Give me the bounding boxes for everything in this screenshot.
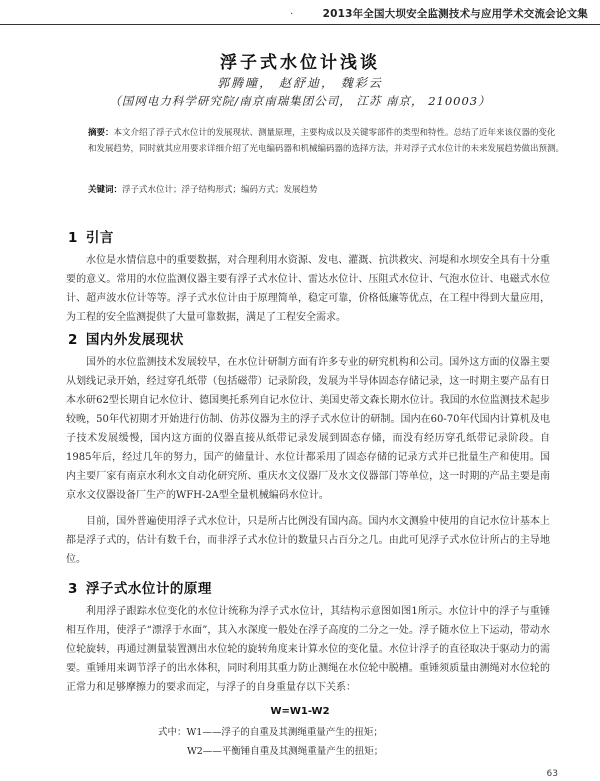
section-title: 国内外发展现状 — [85, 332, 184, 348]
paragraph: 利用浮子跟踪水位变化的水位计统称为浮子式水位计，其结构示意图如图1所示。水位计中的浮子与重锤相互作用，使浮子“漂浮于水面”，其入水深度一般处在浮子高度的二分之一处。浮子随水位上下运动，带动水位轮旋转，再通过测量装置测出水位轮的旋转角度来计算水位的变化量。水位计浮子的直径取决于驱动力的需要。重锤用来调节浮子的出水体积，同时利用其重力防止测绳在水位轮中脱槽。重锤须质量由测绳对水位轮的正常力和足够摩擦力的要求而定，与浮子的自身重量存以下关系： — [66, 606, 550, 693]
section-heading-2 — [68, 328, 184, 348]
keywords-label: 关键词： — [88, 185, 123, 195]
formula-term: W2——平衡锤自重及其测绳重量产生的扭矩； — [187, 746, 384, 757]
header-mark: . — [290, 6, 294, 17]
abstract-label: 摘要： — [88, 128, 114, 138]
formula-where-label: 式中： — [158, 727, 187, 738]
abstract — [88, 125, 564, 157]
paper-title: 浮子式水位计浅谈 — [220, 53, 380, 73]
section-number: 1 — [68, 230, 78, 246]
keywords-text: 浮子式水位计；浮子结构形式；编码方式；发展趋势 — [122, 185, 318, 195]
formula-term: W1——浮子的自重及其测绳重量产生的扭矩； — [186, 727, 383, 738]
paper-authors: 郭腾曈， 赵舒迪， 魏彩云 — [217, 76, 383, 90]
formula-equation: W=W1-W2 — [270, 706, 330, 717]
paragraph: 国外的水位监测技术发展较早，在水位计研制方面有许多专业的研究机构和公司。国外这方面的仪器主要从划线记录开始，经过穿孔纸带（包括磁带）记录阶段，发展为半导体固态存储记录，这一时期主要产品有日本水研62型长期自记水位计、德国奥托系列自记水位计、美国史蒂文森长期水位计。我国的水位监测技术起步较晚，50年代初期才开始进行仿制、仿苏仪器为主的浮子式水位计的研制。国内在60-70年代国内计算机及电子技术发展缓慢，国内这方面的仪器直接从纸带记录发展到固态存储，而没有经历穿孔纸带记录阶段。自1985年后，经过几年的努力，国产的储量计、水位计都采用了固态存储的记录方式并已批量生产和使用。国内主要厂家有南京水利水文自动化研究所、重庆水文仪器厂及水文仪器部门等单位，这一时期的产品主要是南京水文仪器设备厂生产的WFH-2A型全量机械编码水位计。 — [66, 357, 550, 501]
running-head: 2013年全国大坝安全监测技术与应用学术交流会论文集 — [322, 8, 588, 20]
page-number: 63 — [546, 769, 558, 779]
header-rule — [0, 24, 600, 25]
keywords — [88, 182, 564, 198]
section-heading-1 — [68, 226, 114, 246]
section-number: 3 — [68, 581, 78, 597]
formula-where — [158, 724, 383, 738]
section-title: 引言 — [85, 230, 114, 246]
abstract-text: 本文介绍了浮子式水位计的发展现状、测量原理，主要构成以及关键零部件的类型和特性。总结了近年来该仪器的变化和发展趋势，同时就其应用要求详细介绍了光电编码器和机械编码器的选择方法，并对浮子式水位计的未来发展趋势做出预测。 — [88, 128, 565, 154]
section-heading-3 — [68, 577, 212, 597]
paper-affiliation: （国网电力科学研究院/南京南瑞集团公司， 江苏 南京， 210003） — [109, 94, 491, 108]
paragraph: 水位是水情信息中的重要数据，对合理利用水资源、发电、灌溉、抗洪救灾、河堤和水坝安全具有十分重要的意义。常用的水位监测仪器主要有浮子式水位计、雷达水位计、压阻式水位计、气泡水位计、电磁式水位计、超声波水位计等等。浮子式水位计由于原理简单，稳定可靠，价格低廉等优点，在工程中得到大量应用，为工程的安全监测提供了大量可靠数据，满足了工程安全需求。 — [66, 255, 550, 323]
section-number: 2 — [68, 332, 78, 348]
paragraph: 目前，国外普遍使用浮子式水位计，只是所占比例没有国内高。国内水文测验中使用的自记水位计基本上都是浮子式的，估计有数千台，而非浮子式水位计的数量只占百分之几。由此可见浮子式水位计所占的主导地位。 — [66, 516, 550, 565]
section-title: 浮子式水位计的原理 — [85, 581, 212, 597]
